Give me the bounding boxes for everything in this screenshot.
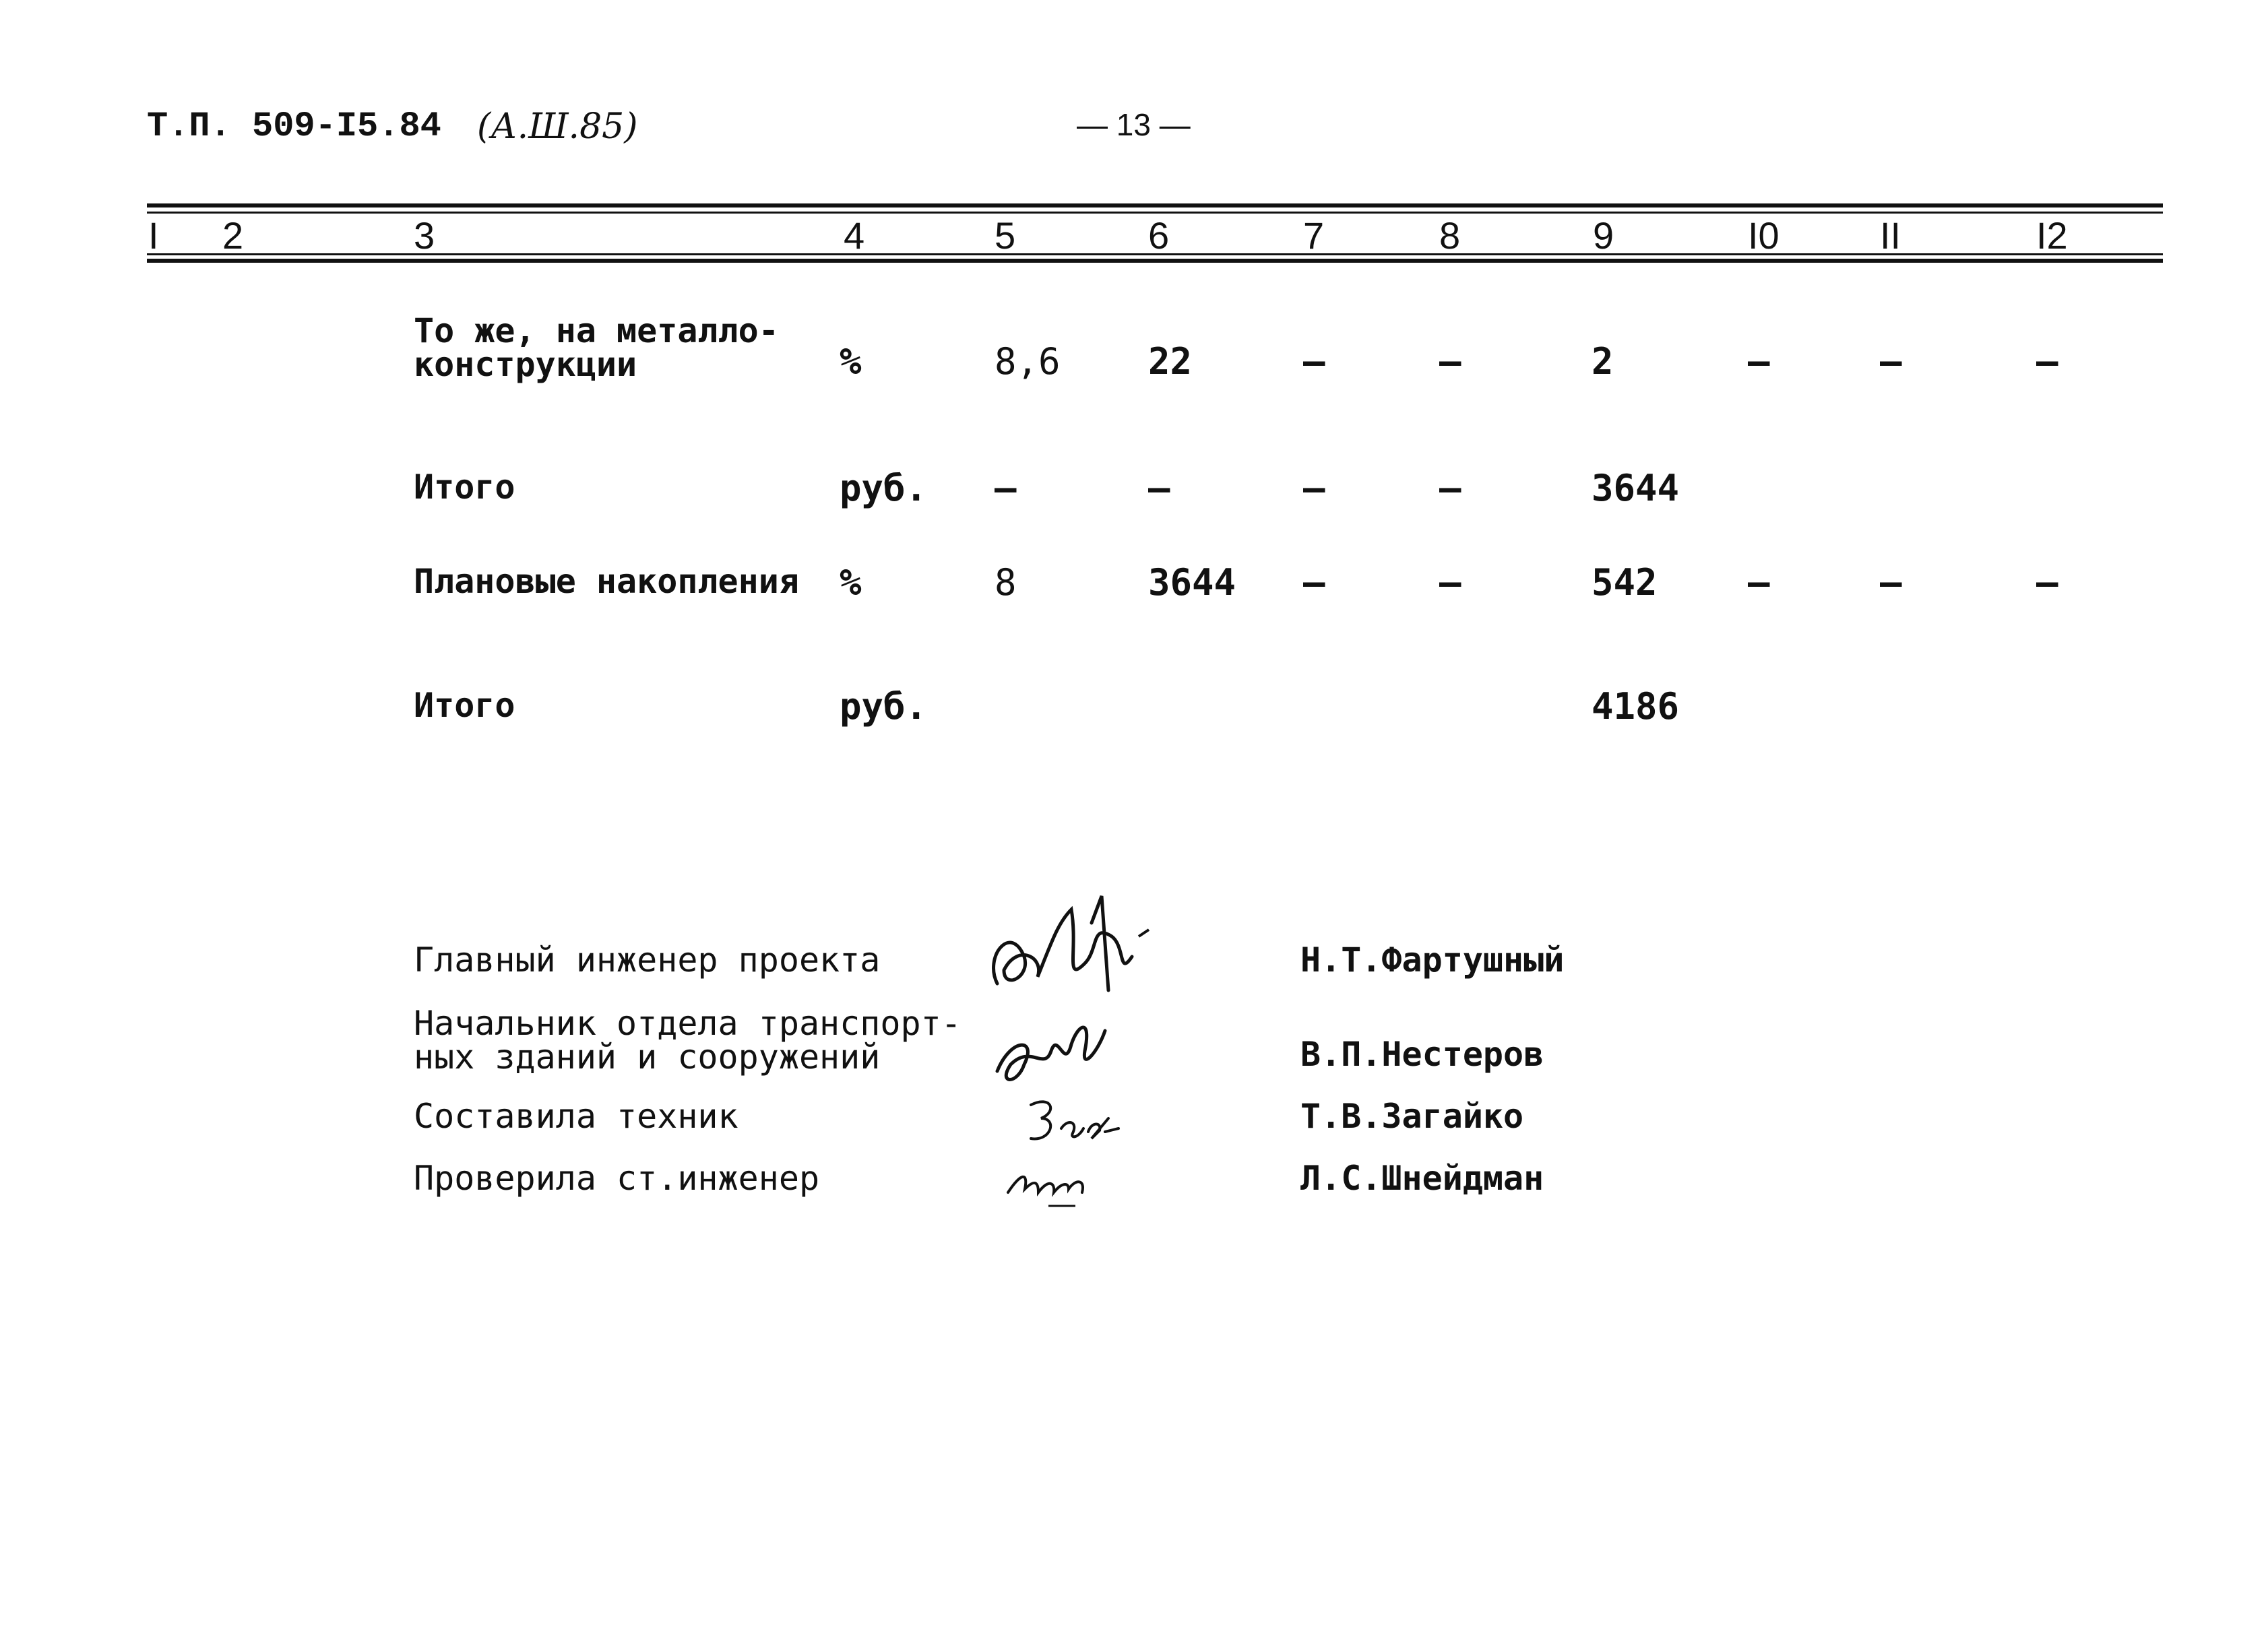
table-top-rule-thin [147,212,2163,214]
cell-col9: 2 [1592,340,1614,383]
cell-col7: – [1303,340,1325,383]
table-top-rule [147,203,2163,207]
signatory-role: Составила техник [414,1097,738,1136]
row-description: Плановые накопления [414,562,799,601]
column-number: 6 [1148,214,1170,257]
album-code: (А.Ш.85) [477,106,638,147]
signatory-role: Главный инженер проекта [414,940,881,980]
handwritten-signature [984,1011,1119,1098]
cell-col7: – [1303,561,1325,604]
cell-col8: – [1439,467,1461,509]
row-unit: руб. [840,685,928,728]
row-unit: % [840,561,862,604]
column-number: I0 [1748,214,1779,257]
signatory-name: В.П.Нестеров [1300,1035,1544,1074]
handwritten-signature [1024,1091,1125,1152]
column-number: II [1880,214,1901,257]
signatory-name: Н.Т.Фартушный [1300,940,1565,980]
document-code: Т.П. 509-I5.84 [147,106,441,146]
row-unit: руб. [840,467,928,509]
column-number: 2 [222,214,244,257]
row-description: Итого [414,468,515,507]
cell-col8: – [1439,340,1461,383]
row-unit: % [840,340,862,383]
cell-col9: 4186 [1592,685,1680,728]
column-number: 9 [1593,214,1614,257]
handwritten-signature [1001,1152,1102,1213]
cell-col11: – [1880,561,1902,604]
signatory-role: Проверила ст.инженер [414,1159,820,1198]
cell-col9: 542 [1592,561,1658,604]
signatory-role: Начальник отдела транспорт- ных зданий и сооружений [414,1004,962,1077]
cell-col6: 3644 [1148,561,1236,604]
cell-col11: – [1880,340,1902,383]
cell-col8: – [1439,561,1461,604]
cell-col9: 3644 [1592,467,1680,509]
cell-col5: – [995,467,1017,509]
signatory-name: Т.В.Загайко [1300,1097,1524,1136]
cell-col12: – [2036,340,2058,383]
cell-col7: – [1303,467,1325,509]
signatory-name: Л.С.Шнейдман [1300,1159,1544,1198]
column-number: 5 [995,214,1016,257]
handwritten-signature [984,883,1159,1011]
column-number: 7 [1303,214,1325,257]
row-description: То же, на металло- конструкции [414,311,779,384]
cell-col5: 8,6 [995,340,1061,383]
row-description: Итого [414,686,515,725]
column-number: 4 [844,214,865,257]
column-number: I [148,214,159,257]
column-number: I2 [2036,214,2068,257]
page-number: — 13 — [1077,107,1191,142]
column-number: 8 [1439,214,1461,257]
cell-col10: – [1748,561,1770,604]
cell-col6: 22 [1148,340,1193,383]
column-number: 3 [414,214,435,257]
cell-col6: – [1148,467,1170,509]
cell-col12: – [2036,561,2058,604]
table-header-bottom-rule [147,259,2163,263]
cell-col10: – [1748,340,1770,383]
cell-col5: 8 [995,561,1017,604]
